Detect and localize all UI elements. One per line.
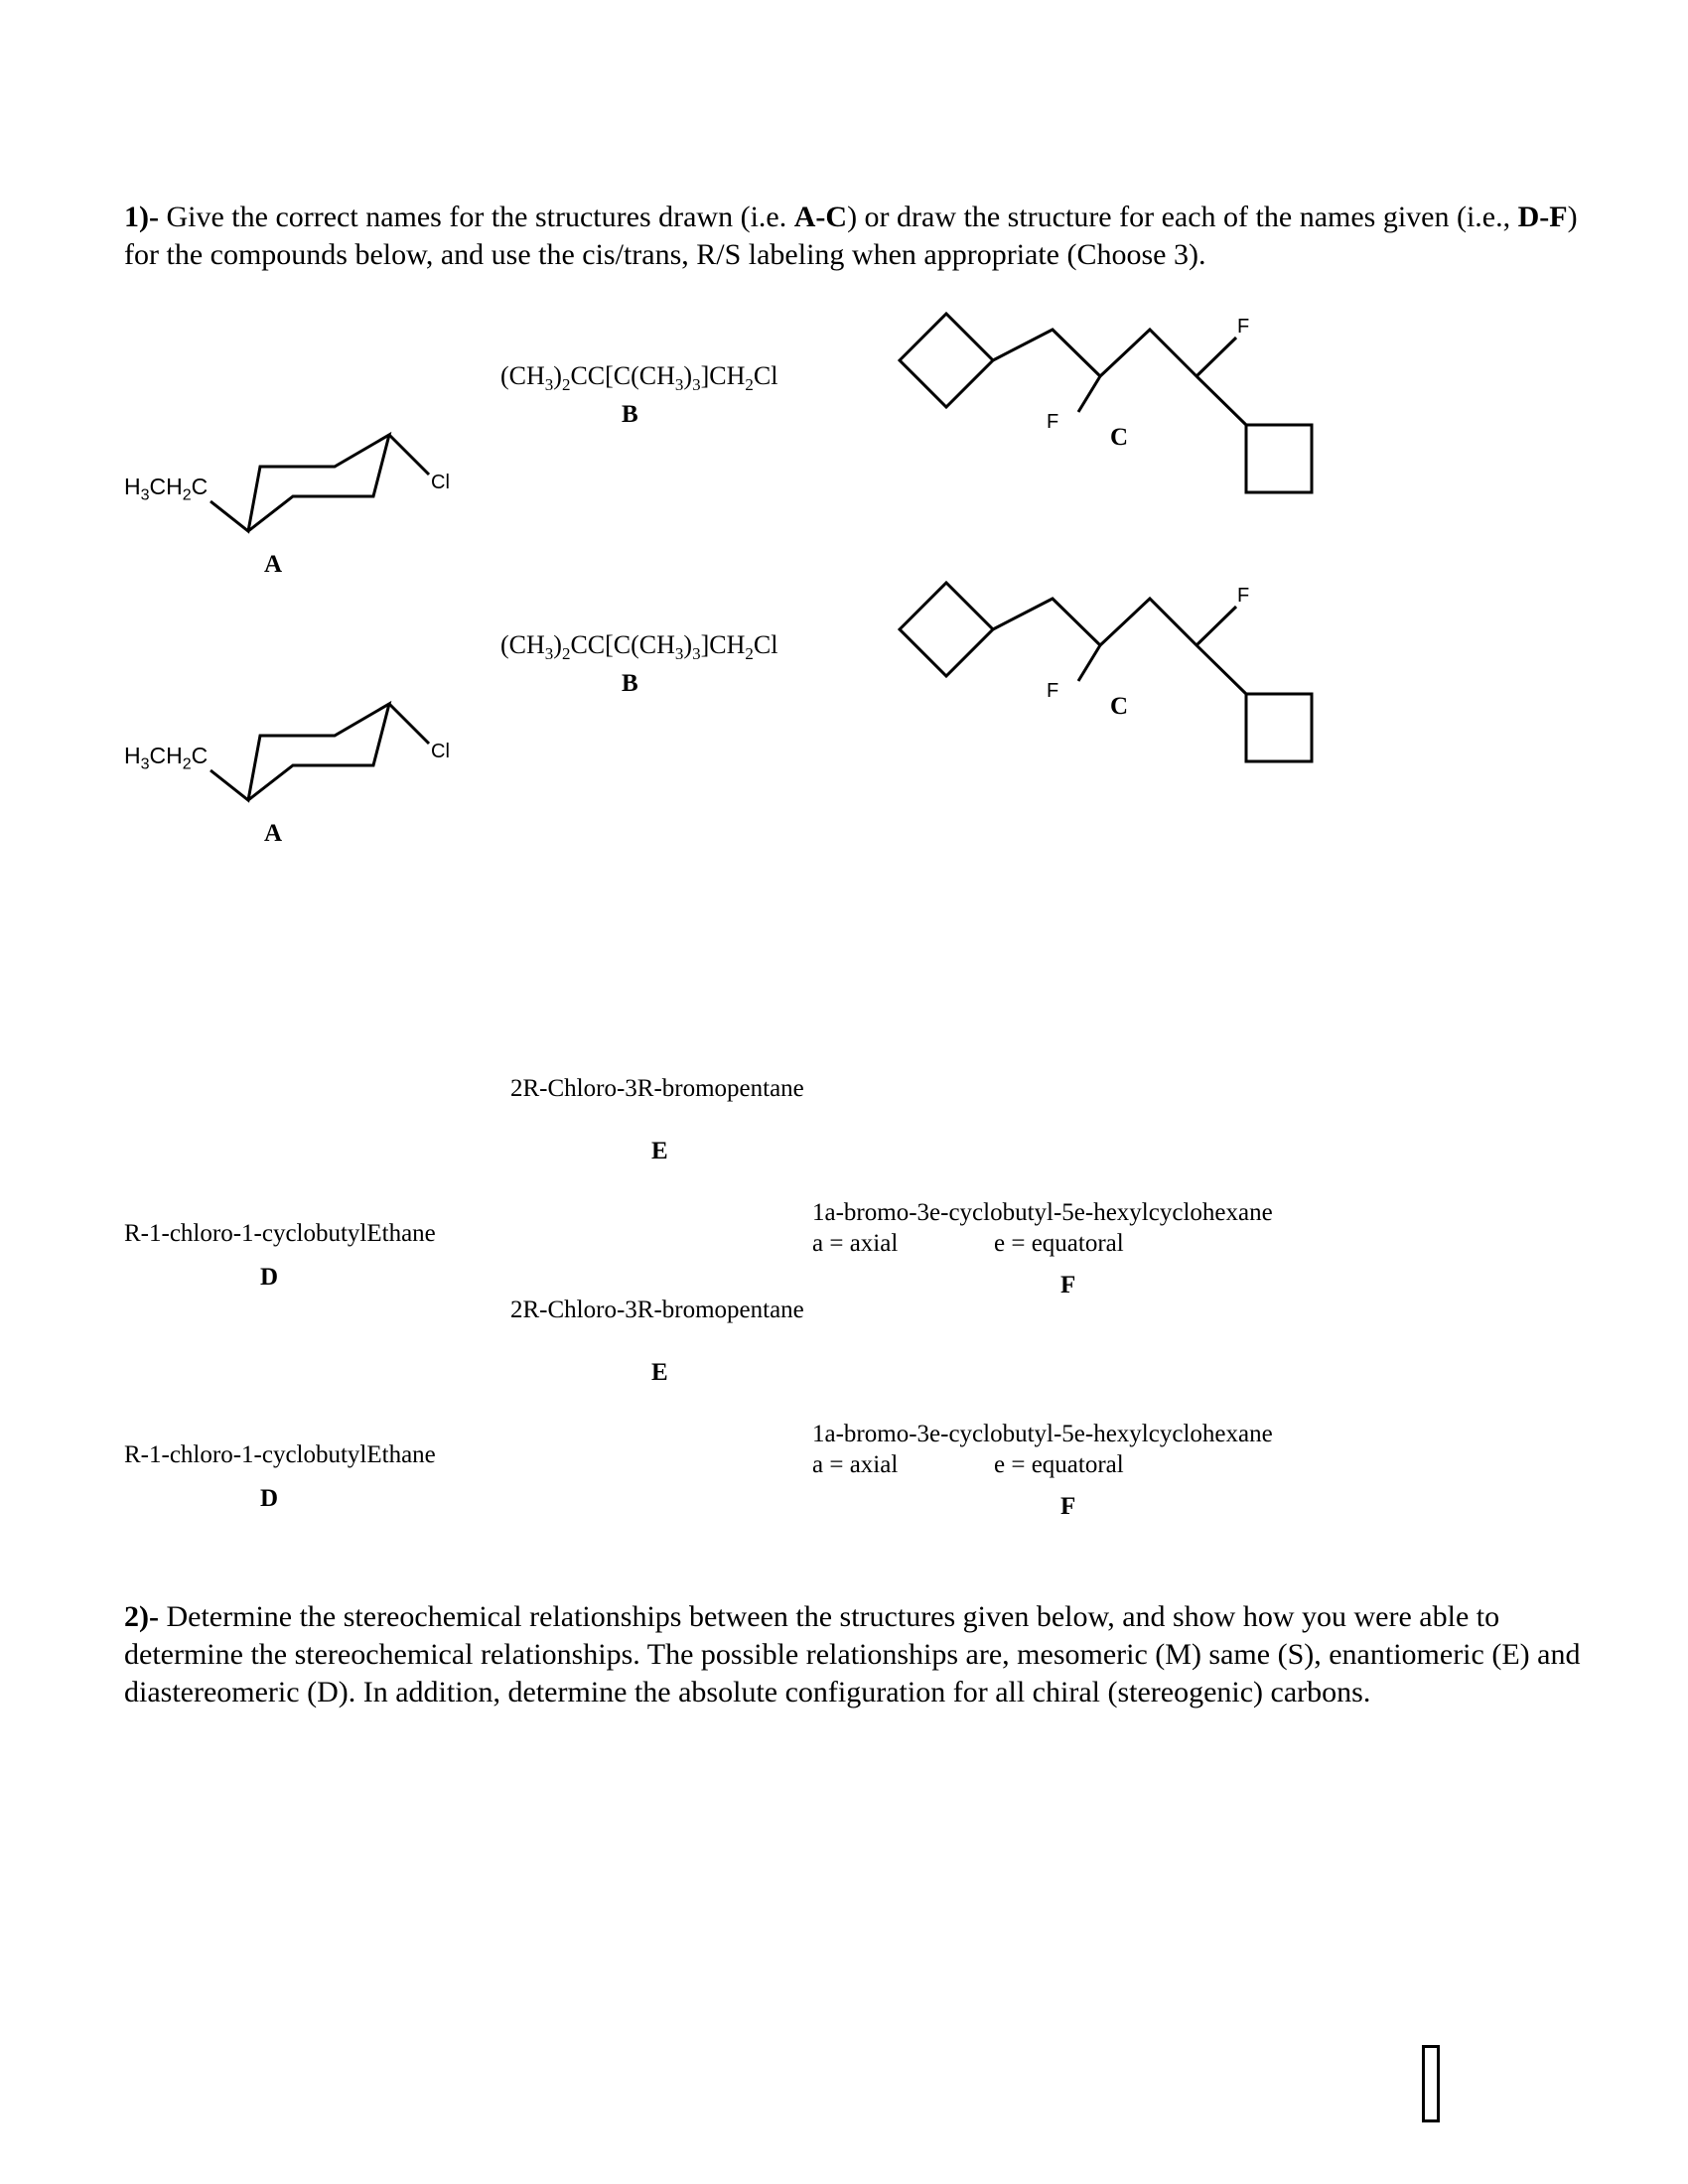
- structure-d-name-2: R-1-chloro-1-cyclobutylEthane: [124, 1441, 436, 1468]
- question-1-text-a: Give the correct names for the structures drawn (i.e.: [158, 201, 794, 233]
- structure-a-label-2: A: [264, 820, 283, 847]
- structure-e-name: 2R-Chloro-3R-bromopentane: [510, 1075, 804, 1102]
- structure-e-label-2: E: [651, 1359, 668, 1386]
- structure-c-fluorine-top-2: F: [1237, 585, 1250, 607]
- structure-a-chlorine-atom: Cl: [431, 472, 450, 493]
- structure-e-name-2: 2R-Chloro-3R-bromopentane: [510, 1297, 804, 1323]
- question-1-range-d-f: D-F: [1517, 201, 1568, 233]
- structure-e-label: E: [651, 1138, 668, 1164]
- structure-f-legend-axial: a = axial: [812, 1230, 899, 1257]
- question-1-text-c: ) for the compounds below, and use the cis/trans, R/S labeling when appropriate (Choose 3).: [124, 201, 1578, 271]
- structure-f-name: 1a-bromo-3e-cyclobutyl-5e-hexylcyclohexane: [812, 1199, 1273, 1226]
- question-1-text-b: ) or draw the structure for each of the names given (i.e.,: [847, 201, 1518, 233]
- structure-d-label-2: D: [260, 1485, 279, 1512]
- question-2-number: 2)-: [124, 1600, 159, 1633]
- question-1: [124, 199, 1584, 274]
- structure-c-label: C: [1110, 424, 1129, 451]
- question-2-text: Determine the stereochemical relationships between the structures given below, and show how you were able to determine the stereochemical relationships. The possible relationships are, mesomeric (M) same (S), enantiomeric (E) and diastereomeric (D). In addition, determine the absolute configuration for all chiral (stereogenic) carbons.: [124, 1600, 1581, 1708]
- structure-f-name-2: 1a-bromo-3e-cyclobutyl-5e-hexylcyclohexane: [812, 1421, 1273, 1447]
- structure-f-label-2: F: [1060, 1493, 1076, 1520]
- structure-d-name: R-1-chloro-1-cyclobutylEthane: [124, 1220, 436, 1247]
- structure-c-fluorine-bottom: F: [1047, 411, 1059, 433]
- structure-a-chlorine-atom-2: Cl: [431, 741, 450, 762]
- structure-b-formula-2: $(CH_3)_2CC[C(CH_3)_3]CH_2Cl$: [500, 630, 778, 664]
- structure-a-label: A: [264, 551, 283, 578]
- structure-b-formula: $(CH_3)_2CC[C(CH_3)_3]CH_2Cl$: [500, 361, 778, 395]
- structure-b-label-2: B: [622, 670, 638, 697]
- structure-c-skeletal-drawing-2: [0, 0, 1, 1]
- structure-a-ethyl-label: $H_3CH_2C$: [124, 474, 209, 504]
- question-1-range-a-c: A-C: [793, 201, 848, 233]
- structure-b-label: B: [622, 401, 638, 428]
- structure-c-fluorine-bottom-2: F: [1047, 680, 1059, 702]
- structure-f-legend-axial-2: a = axial: [812, 1451, 899, 1478]
- structure-c-label-2: C: [1110, 693, 1129, 720]
- structure-f-label: F: [1060, 1272, 1076, 1298]
- question-2: [124, 1598, 1584, 1711]
- structure-f-legend-equatorial-2: e = equatoral: [994, 1451, 1124, 1478]
- structure-c-fluorine-top: F: [1237, 316, 1250, 338]
- structure-d-label: D: [260, 1264, 279, 1291]
- page-marker-box: [1422, 2045, 1440, 2122]
- question-1-number: 1)-: [124, 201, 159, 233]
- structure-f-legend-equatorial: e = equatoral: [994, 1230, 1124, 1257]
- structure-a-ethyl-label-2: $H_3CH_2C$: [124, 743, 209, 773]
